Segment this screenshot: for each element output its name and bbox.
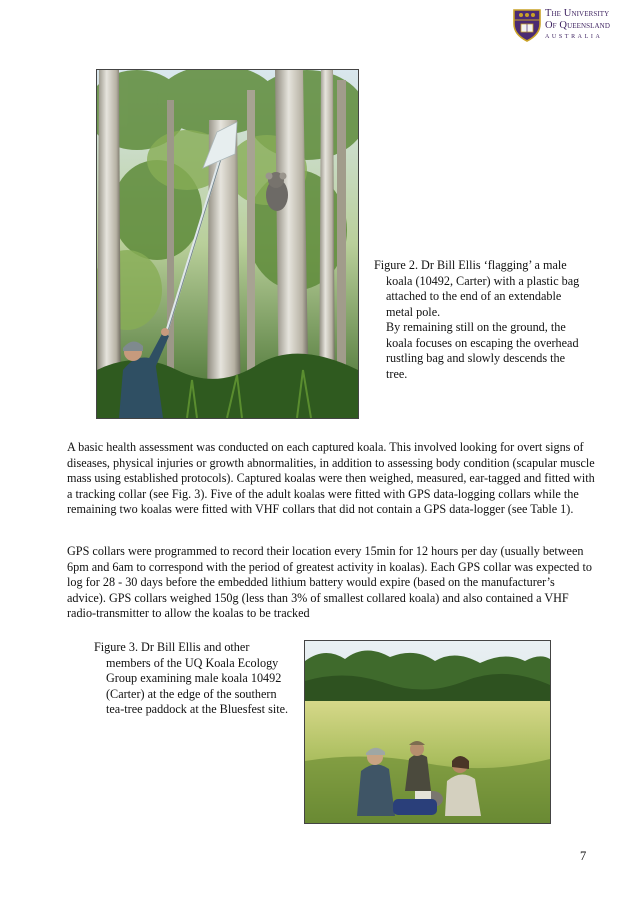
uq-crest-icon xyxy=(512,8,542,42)
body-paragraph-1: A basic health assessment was conducted on each captured koala. This involved looking for overt signs of diseases, physical injuries or growth abnormalities, in addition to assessing body condition (scapular muscle mass using established protocols). Captured koalas were then weighed, measured, ear-tagged and fitted with a tracking collar (see Fig. 3). Five of the adult koalas were fitted with GPS data-logging collars while the remaining two koalas were fitted with VHF collars that did not contain a GPS data-logger (see Table 1). xyxy=(67,440,595,516)
body-paragraph-2: GPS collars were programmed to record their location every 15min for 12 hours per day (usually between 6pm and 6am to correspond with the period of greatest activity in koalas). Each GPS collar was expected to log for 28 - 30 days before the embedded lithium battery would expire (based on the manufacturer’s advice). GPS collars weighed 150g (less than 3% of smallest collared koala) and also contained a VHF radio-transmitter to allow the koalas to be tracked xyxy=(67,544,592,620)
page-number: 7 xyxy=(580,849,587,863)
university-logo xyxy=(512,6,634,44)
logo-line-3: AUSTRALIA xyxy=(545,34,603,40)
logo-line-2: Of Queensland xyxy=(545,20,610,31)
figure-2-caption-continued: By remaining still on the ground, the koala focuses on escaping the overhead rustling bag and slowly descends the tree. xyxy=(386,320,579,381)
logo-line-1: The University xyxy=(545,8,610,19)
figure-3-caption: Figure 3. Dr Bill Ellis and other members of the UQ Koala Ecology Group examining male koala 10492 (Carter) at the edge of the southern tea-tree paddock at the Bluesfest site. xyxy=(94,640,289,716)
koala-examination-photo xyxy=(304,640,551,824)
koala-flagging-photo xyxy=(96,69,359,419)
figure-2-caption-main: Figure 2. Dr Bill Ellis ‘flagging’ a male koala (10492, Carter) with a plastic bag attached to the end of an extendable metal pole. xyxy=(374,258,580,319)
uq-wordmark xyxy=(545,8,635,42)
figure-2-caption xyxy=(374,258,584,382)
